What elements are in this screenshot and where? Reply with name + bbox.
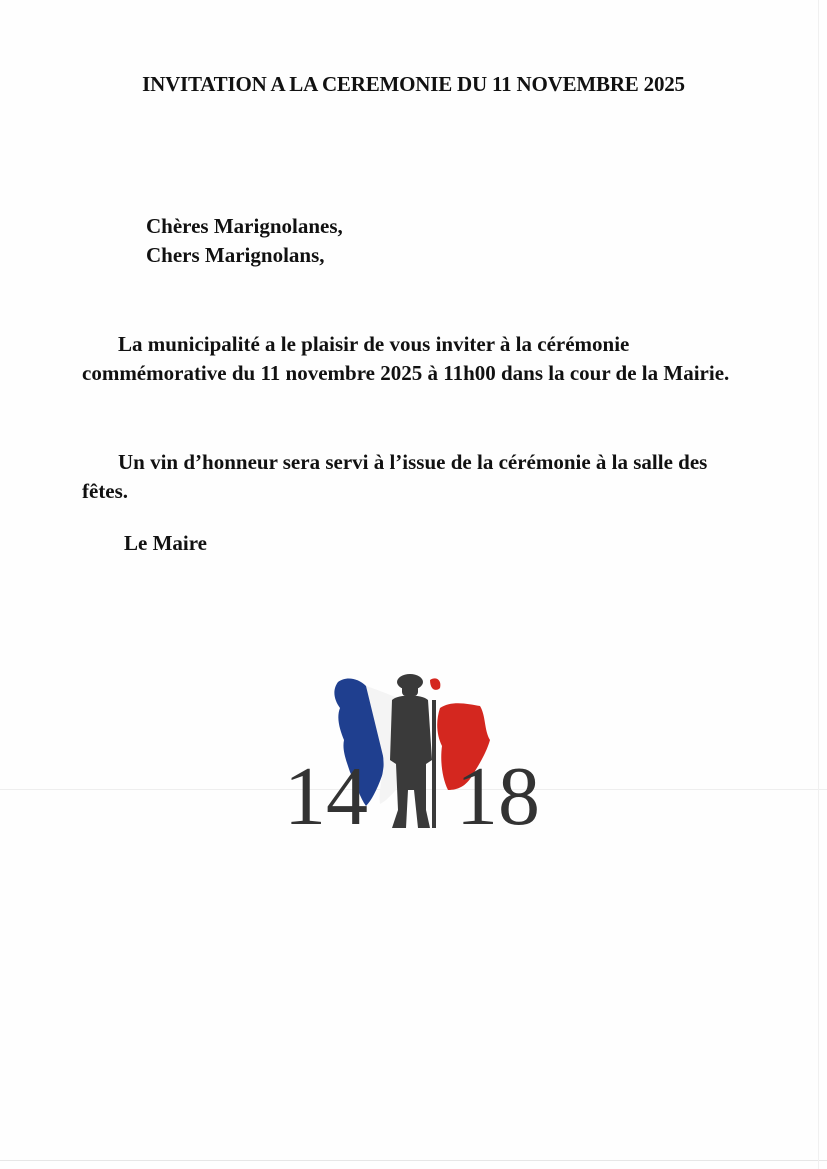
invitation-paragraph: La municipalité a le plaisir de vous inviter à la cérémonie commémorative du 11 novembre 2025 à 11h00 dans la cour de la Mairie. — [82, 332, 730, 385]
soldier-silhouette — [390, 674, 436, 828]
scan-artifact-line — [0, 1160, 827, 1161]
scan-edge — [818, 0, 819, 1169]
emblem-14-18 — [280, 660, 550, 840]
greeting-line-2: Chers Marignolans, — [146, 243, 325, 267]
year-1914: 14 — [284, 750, 368, 840]
reception-paragraph: Un vin d’honneur sera servi à l’issue de la cérémonie à la salle des fêtes. — [82, 450, 708, 503]
greeting-line-1: Chères Marignolanes, — [146, 214, 343, 238]
year-1918: 18 — [456, 750, 540, 840]
document-title: INVITATION A LA CEREMONIE DU 11 NOVEMBRE 2025 — [142, 72, 685, 96]
signature: Le Maire — [124, 531, 207, 555]
flag-red-tip — [430, 678, 440, 690]
